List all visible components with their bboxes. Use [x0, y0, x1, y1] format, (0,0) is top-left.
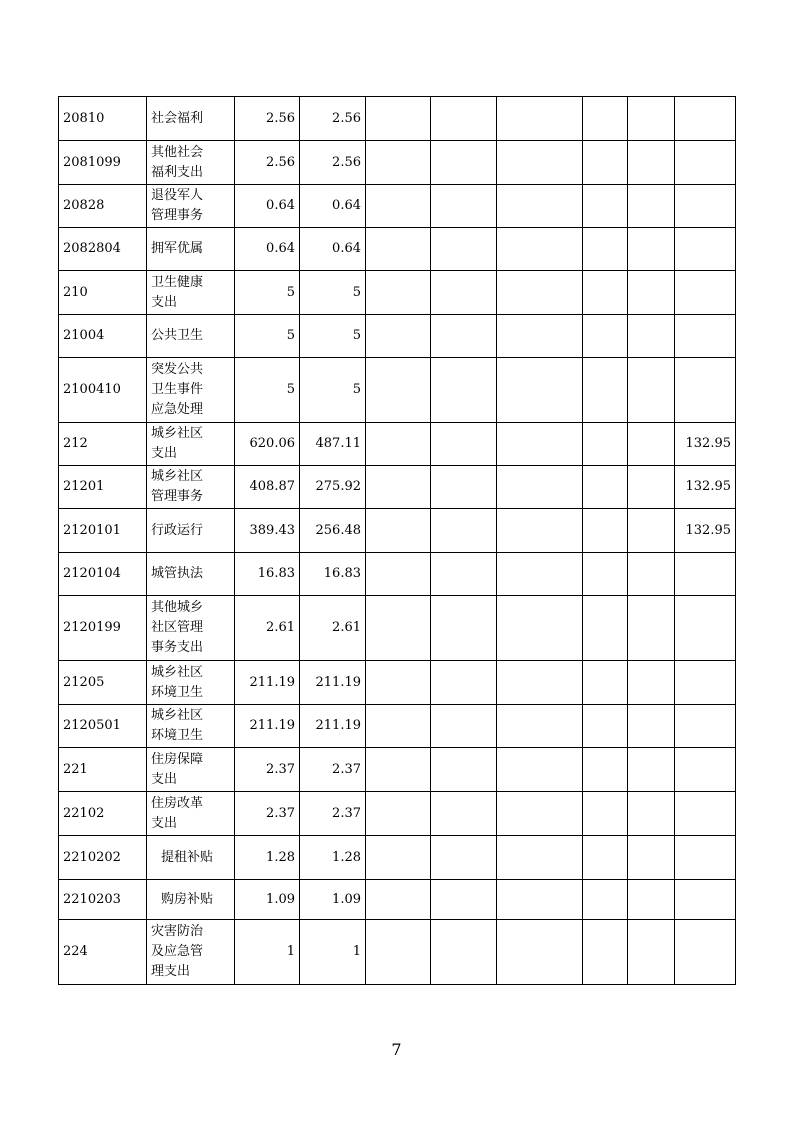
item-code: 2082804: [63, 241, 121, 256]
cell-code: [59, 423, 147, 466]
cell-c9: [628, 705, 675, 748]
cell-total: [235, 836, 300, 880]
table-row: [59, 423, 736, 466]
cell-c6: [431, 141, 497, 185]
cell-c6: [431, 880, 497, 920]
cell-c9: [628, 596, 675, 661]
cell-c5: [366, 596, 431, 661]
cell-c7: [497, 596, 583, 661]
cell-c9: [628, 748, 675, 792]
cell-c7: [497, 315, 583, 358]
cell-c5: [366, 358, 431, 423]
item-code: 21205: [63, 674, 105, 690]
item-value: 0.64: [332, 241, 361, 256]
cell-c5: [366, 185, 431, 228]
cell-c10: [675, 141, 736, 185]
cell-c5: [366, 748, 431, 792]
item-value: 2.56: [266, 110, 295, 126]
cell-c10: [675, 271, 736, 315]
item-name: 城管执法: [151, 566, 204, 581]
cell-c6: [431, 185, 497, 228]
cell-code: [59, 553, 147, 596]
table-row: [59, 185, 736, 228]
cell-c5: [366, 315, 431, 358]
item-value: 1.09: [332, 891, 361, 907]
item-value: 132.95: [685, 479, 731, 494]
cell-basic: [300, 748, 366, 792]
cell-code: [59, 661, 147, 705]
cell-basic: [300, 423, 366, 466]
cell-c8: [583, 97, 628, 141]
cell-c10: [675, 705, 736, 748]
item-code: 21004: [63, 328, 105, 343]
cell-c5: [366, 141, 431, 185]
cell-c10: [675, 836, 736, 880]
item-name: 其他城乡 社区管理 事务支出: [151, 600, 204, 655]
table-row: [59, 880, 736, 920]
item-code: 20828: [63, 198, 105, 213]
cell-c10: [675, 97, 736, 141]
item-code: 2210203: [63, 891, 121, 907]
item-value: 1: [352, 944, 361, 959]
cell-c7: [497, 836, 583, 880]
cell-c6: [431, 748, 497, 792]
cell-code: [59, 880, 147, 920]
table-row: [59, 553, 736, 596]
item-code: 2120104: [63, 566, 121, 581]
cell-c7: [497, 792, 583, 836]
cell-c8: [583, 553, 628, 596]
cell-c8: [583, 315, 628, 358]
item-value: 2.37: [332, 761, 361, 777]
item-value: 2.61: [332, 620, 361, 635]
cell-basic: [300, 228, 366, 271]
cell-basic: [300, 836, 366, 880]
cell-c6: [431, 661, 497, 705]
cell-c5: [366, 920, 431, 985]
item-value: 5: [352, 382, 361, 397]
cell-c6: [431, 423, 497, 466]
cell-c8: [583, 748, 628, 792]
cell-total: [235, 315, 300, 358]
cell-total: [235, 705, 300, 748]
cell-basic: [300, 509, 366, 553]
cell-total: [235, 271, 300, 315]
cell-name: [147, 596, 235, 661]
cell-c9: [628, 836, 675, 880]
cell-c7: [497, 920, 583, 985]
cell-c9: [628, 97, 675, 141]
cell-total: [235, 661, 300, 705]
cell-name: [147, 661, 235, 705]
cell-c7: [497, 553, 583, 596]
item-value: 2.56: [332, 154, 361, 170]
cell-code: [59, 271, 147, 315]
item-value: 275.92: [315, 479, 361, 494]
cell-code: [59, 920, 147, 985]
item-value: 5: [352, 284, 361, 300]
item-value: 487.11: [315, 436, 361, 451]
item-value: 132.95: [685, 522, 731, 538]
item-name: 退役军人 管理事务: [151, 188, 204, 223]
cell-c8: [583, 185, 628, 228]
item-value: 1.28: [266, 849, 295, 865]
cell-c8: [583, 836, 628, 880]
cell-c5: [366, 423, 431, 466]
cell-basic: [300, 661, 366, 705]
cell-c7: [497, 466, 583, 509]
cell-c10: [675, 920, 736, 985]
item-name: 购房补贴: [161, 891, 214, 907]
item-value: 5: [352, 328, 361, 343]
table-row: [59, 792, 736, 836]
cell-c10: [675, 228, 736, 271]
cell-name: [147, 836, 235, 880]
cell-name: [147, 271, 235, 315]
item-value: 16.83: [323, 566, 361, 581]
cell-c10: [675, 553, 736, 596]
cell-c10: [675, 509, 736, 553]
cell-c6: [431, 228, 497, 271]
item-name: 卫生健康 支出: [151, 274, 204, 310]
cell-c5: [366, 466, 431, 509]
cell-c10: [675, 596, 736, 661]
cell-code: [59, 705, 147, 748]
item-code: 221: [63, 761, 88, 777]
cell-c10: [675, 661, 736, 705]
cell-c8: [583, 705, 628, 748]
item-name: 住房保障 支出: [151, 751, 204, 787]
cell-total: [235, 748, 300, 792]
cell-basic: [300, 271, 366, 315]
cell-code: [59, 509, 147, 553]
cell-c5: [366, 836, 431, 880]
cell-code: [59, 836, 147, 880]
page-number: 7: [391, 1040, 402, 1059]
cell-c9: [628, 185, 675, 228]
item-value: 620.06: [249, 436, 295, 451]
cell-basic: [300, 315, 366, 358]
item-code: 2120501: [63, 718, 121, 733]
cell-c6: [431, 836, 497, 880]
cell-total: [235, 596, 300, 661]
cell-total: [235, 185, 300, 228]
cell-c8: [583, 920, 628, 985]
item-code: 2100410: [63, 382, 121, 397]
cell-c6: [431, 920, 497, 985]
item-name: 城乡社区 环境卫生: [151, 708, 204, 743]
cell-basic: [300, 880, 366, 920]
cell-basic: [300, 185, 366, 228]
cell-total: [235, 97, 300, 141]
cell-c10: [675, 185, 736, 228]
item-value: 211.19: [315, 718, 361, 733]
cell-c10: [675, 748, 736, 792]
item-name: 住房改革 支出: [151, 795, 204, 831]
cell-c7: [497, 705, 583, 748]
cell-c6: [431, 596, 497, 661]
cell-c5: [366, 661, 431, 705]
cell-total: [235, 509, 300, 553]
cell-c9: [628, 509, 675, 553]
cell-total: [235, 792, 300, 836]
item-name: 提租补贴: [161, 849, 214, 865]
cell-total: [235, 880, 300, 920]
cell-name: [147, 705, 235, 748]
table-row: [59, 661, 736, 705]
table-row: [59, 509, 736, 553]
cell-c5: [366, 705, 431, 748]
cell-name: [147, 792, 235, 836]
cell-c5: [366, 509, 431, 553]
cell-c7: [497, 185, 583, 228]
table-row: [59, 315, 736, 358]
item-value: 5: [286, 328, 295, 343]
cell-c10: [675, 880, 736, 920]
cell-c8: [583, 509, 628, 553]
cell-code: [59, 748, 147, 792]
cell-c7: [497, 509, 583, 553]
cell-total: [235, 358, 300, 423]
table-row: [59, 271, 736, 315]
cell-c9: [628, 423, 675, 466]
item-name: 突发公共 卫生事件 应急处理: [151, 362, 204, 417]
cell-name: [147, 423, 235, 466]
cell-code: [59, 792, 147, 836]
item-value: 2.56: [266, 154, 295, 170]
item-value: 2.61: [266, 620, 295, 635]
cell-total: [235, 423, 300, 466]
cell-c9: [628, 661, 675, 705]
cell-c9: [628, 553, 675, 596]
cell-code: [59, 358, 147, 423]
cell-basic: [300, 358, 366, 423]
cell-name: [147, 358, 235, 423]
table-row: [59, 358, 736, 423]
cell-total: [235, 553, 300, 596]
item-value: 2.37: [332, 805, 361, 821]
cell-code: [59, 185, 147, 228]
cell-c8: [583, 661, 628, 705]
cell-total: [235, 466, 300, 509]
table-row: [59, 97, 736, 141]
item-value: 0.64: [332, 198, 361, 213]
cell-name: [147, 920, 235, 985]
cell-basic: [300, 141, 366, 185]
cell-c6: [431, 97, 497, 141]
cell-c5: [366, 271, 431, 315]
item-value: 408.87: [249, 479, 295, 494]
item-name: 其他社会 福利支出: [151, 144, 204, 180]
cell-basic: [300, 705, 366, 748]
cell-c10: [675, 315, 736, 358]
item-name: 城乡社区 管理事务: [151, 469, 204, 504]
item-value: 0.64: [266, 198, 295, 213]
cell-c7: [497, 97, 583, 141]
cell-code: [59, 97, 147, 141]
budget-table: [58, 96, 736, 985]
table-row: [59, 141, 736, 185]
table-row: [59, 228, 736, 271]
item-code: 212: [63, 436, 88, 451]
cell-c8: [583, 271, 628, 315]
item-value: 1.28: [332, 849, 361, 865]
item-value: 2.37: [266, 761, 295, 777]
cell-c7: [497, 880, 583, 920]
cell-c9: [628, 880, 675, 920]
cell-c10: [675, 423, 736, 466]
table-row: [59, 748, 736, 792]
cell-code: [59, 141, 147, 185]
item-value: 1: [286, 944, 295, 959]
cell-name: [147, 185, 235, 228]
cell-c5: [366, 880, 431, 920]
item-value: 2.37: [266, 805, 295, 821]
item-name: 社会福利: [151, 110, 204, 126]
item-value: 1.09: [266, 891, 295, 907]
cell-c8: [583, 792, 628, 836]
cell-c7: [497, 228, 583, 271]
item-value: 5: [286, 284, 295, 300]
table-row: [59, 836, 736, 880]
item-code: 21201: [63, 479, 105, 494]
cell-name: [147, 880, 235, 920]
cell-c9: [628, 466, 675, 509]
cell-c8: [583, 596, 628, 661]
item-name: 行政运行: [151, 522, 204, 538]
table-row: [59, 705, 736, 748]
table-row: [59, 596, 736, 661]
item-code: 224: [63, 944, 88, 959]
table-row: [59, 920, 736, 985]
cell-c9: [628, 228, 675, 271]
item-code: 210: [63, 284, 88, 300]
cell-c9: [628, 792, 675, 836]
cell-c6: [431, 271, 497, 315]
cell-c5: [366, 97, 431, 141]
item-name: 城乡社区 环境卫生: [151, 664, 204, 700]
cell-c5: [366, 228, 431, 271]
cell-c9: [628, 271, 675, 315]
cell-c8: [583, 358, 628, 423]
cell-name: [147, 315, 235, 358]
cell-c8: [583, 466, 628, 509]
item-value: 256.48: [315, 522, 361, 538]
cell-basic: [300, 97, 366, 141]
cell-c9: [628, 141, 675, 185]
item-name: 城乡社区 支出: [151, 426, 204, 461]
cell-name: [147, 509, 235, 553]
cell-code: [59, 466, 147, 509]
cell-name: [147, 553, 235, 596]
item-value: 211.19: [249, 674, 295, 690]
cell-c6: [431, 466, 497, 509]
cell-c8: [583, 228, 628, 271]
cell-name: [147, 141, 235, 185]
cell-c6: [431, 509, 497, 553]
cell-total: [235, 228, 300, 271]
item-code: 2120199: [63, 620, 121, 635]
item-value: 132.95: [685, 436, 731, 451]
cell-c6: [431, 705, 497, 748]
item-value: 211.19: [249, 718, 295, 733]
cell-code: [59, 228, 147, 271]
cell-code: [59, 596, 147, 661]
cell-c6: [431, 358, 497, 423]
cell-name: [147, 228, 235, 271]
cell-c7: [497, 748, 583, 792]
item-value: 5: [286, 382, 295, 397]
cell-total: [235, 920, 300, 985]
cell-basic: [300, 792, 366, 836]
cell-c7: [497, 141, 583, 185]
cell-c6: [431, 553, 497, 596]
cell-c9: [628, 315, 675, 358]
item-code: 2210202: [63, 849, 121, 865]
cell-c8: [583, 880, 628, 920]
cell-c5: [366, 792, 431, 836]
cell-code: [59, 315, 147, 358]
item-code: 2081099: [63, 154, 121, 170]
cell-c6: [431, 315, 497, 358]
cell-c10: [675, 358, 736, 423]
item-name: 公共卫生: [151, 328, 204, 343]
item-value: 389.43: [249, 522, 295, 538]
cell-c7: [497, 271, 583, 315]
item-value: 2.56: [332, 110, 361, 126]
cell-c8: [583, 423, 628, 466]
item-name: 拥军优属: [151, 241, 204, 256]
cell-name: [147, 97, 235, 141]
item-value: 16.83: [257, 566, 295, 581]
item-value: 211.19: [315, 674, 361, 690]
cell-basic: [300, 596, 366, 661]
cell-basic: [300, 466, 366, 509]
cell-c6: [431, 792, 497, 836]
item-code: 2120101: [63, 522, 121, 538]
cell-basic: [300, 920, 366, 985]
cell-c9: [628, 920, 675, 985]
cell-total: [235, 141, 300, 185]
cell-c10: [675, 466, 736, 509]
item-code: 22102: [63, 805, 105, 821]
item-name: 灾害防治 及应急管 理支出: [151, 924, 204, 979]
cell-c7: [497, 423, 583, 466]
item-code: 20810: [63, 110, 105, 126]
cell-basic: [300, 553, 366, 596]
cell-c5: [366, 553, 431, 596]
cell-c7: [497, 661, 583, 705]
item-value: 0.64: [266, 241, 295, 256]
cell-c8: [583, 141, 628, 185]
cell-name: [147, 748, 235, 792]
table-row: [59, 466, 736, 509]
cell-name: [147, 466, 235, 509]
cell-c7: [497, 358, 583, 423]
table-body: [59, 97, 736, 985]
cell-c9: [628, 358, 675, 423]
cell-c10: [675, 792, 736, 836]
